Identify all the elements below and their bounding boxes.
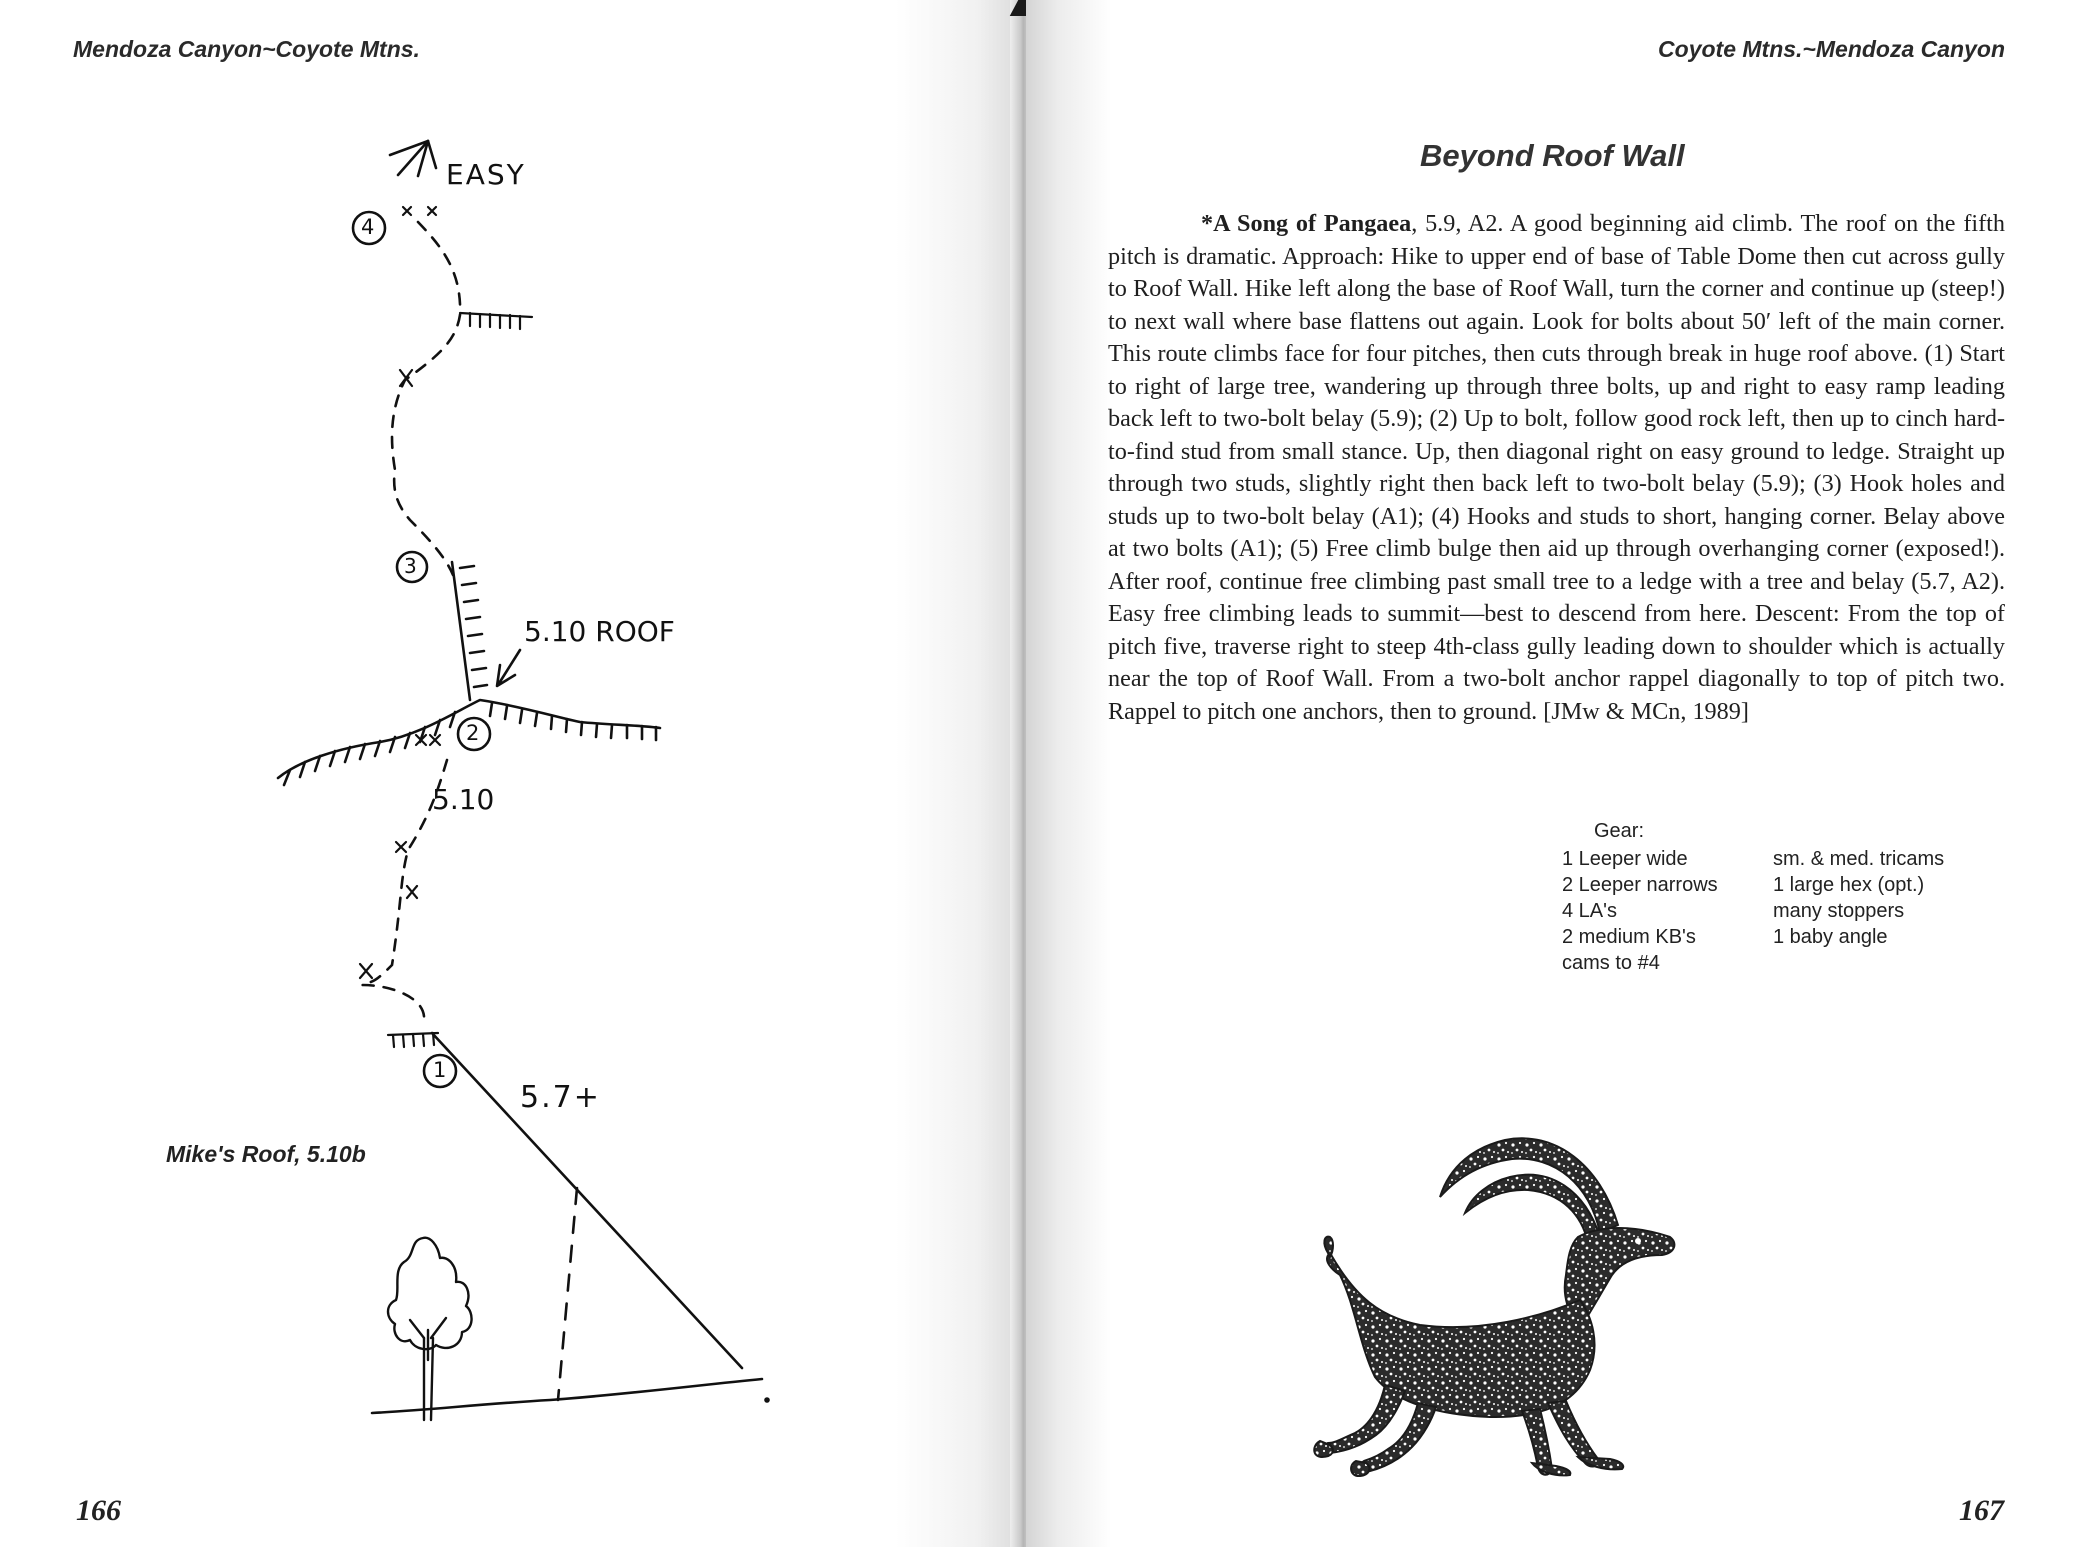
belay-4-number: 4 <box>361 215 375 239</box>
running-head-right: Coyote Mtns.~Mendoza Canyon <box>1658 36 2005 62</box>
gear-item: many stoppers <box>1773 900 1905 922</box>
route-topo-drawing <box>0 0 1018 1547</box>
page-number-right: 167 <box>1959 1494 2004 1527</box>
roof-arrow-icon <box>497 650 520 686</box>
gear-item: 1 large hex (opt.) <box>1773 874 1925 896</box>
roof-mark-top <box>460 313 532 329</box>
gear-item: 1 baby angle <box>1773 926 1888 948</box>
bighorn-sheep-petroglyph-icon <box>1300 1085 1790 1490</box>
ibex-eye <box>1635 1238 1641 1244</box>
gear-item: 2 Leeper narrows <box>1562 874 1718 896</box>
page-number-left: 166 <box>76 1494 121 1527</box>
bolt-marks <box>360 370 440 978</box>
ground-dot <box>766 1399 769 1402</box>
corner-dihedral <box>452 562 487 700</box>
pitch-1-grade-label: 5.7+ <box>520 1080 601 1115</box>
topo-caption: Mike's Roof, 5.10b <box>166 1141 366 1167</box>
route-name: *A Song of Pangaea <box>1201 210 1412 237</box>
tree-icon <box>388 1238 472 1420</box>
belay-2-number: 2 <box>466 721 480 745</box>
gear-item: 4 LA's <box>1562 900 1617 922</box>
approach-dashed-line <box>558 1188 577 1400</box>
roof-grade-label: 5.10 ROOF <box>524 615 675 648</box>
gear-title: Gear: <box>1594 820 1645 842</box>
gear-item: 2 medium KB's <box>1562 926 1696 948</box>
pitch-1-roof <box>388 1033 438 1047</box>
gear-item: cams to #4 <box>1562 952 1660 974</box>
gear-column-2 <box>1773 846 1944 950</box>
left-page <box>0 0 1018 1547</box>
belay-1-number: 1 <box>433 1058 447 1082</box>
easy-arrow-icon <box>390 141 436 176</box>
route-description <box>1108 208 2005 728</box>
gear-item: 1 Leeper wide <box>1562 848 1688 870</box>
route-line-dashed <box>392 222 460 575</box>
running-head-left: Mendoza Canyon~Coyote Mtns. <box>73 36 420 62</box>
easy-label: EASY <box>446 158 526 191</box>
pitch-2-grade-label: 5.10 <box>432 783 495 816</box>
belay-4-bolts <box>403 207 436 215</box>
gear-item: sm. & med. tricams <box>1773 848 1945 870</box>
route-description-text: , 5.9, A2. A good beginning aid climb. The roof on the fifth pitch is dramatic. Approach: Hike to upper end of base of Table Dome then cut across gully to Roof Wall. Hike left along the base of Roof Wall, turn the corner and continue up (steep!) to next wall where base flattens out again. Look for bolts about 50′ left of the main corner. This route climbs face for four pitches, then cuts through break in huge roof above. (1) Start to right of large tree, wandering up through three bolts, up and right to easy ramp leading back left to two-bolt belay (5.9); (2) Up to bolt, follow good rock left, then up to cinch hard-to-find stud from small stance. Up, then diagonal right on easy ground to ledge. Straight up through two studs, slightly right then back left to two-bolt belay (5.9); (3) Hook holes and studs up to two-bolt belay (A1); (4) Hooks and studs to short, hanging corner. Belay above at two bolts (A1); (5) Free climb bulge then aid up through overhanging corner (exposed!). After roof, continue free climbing past small tree to a ledge with a tree and belay (5.7, A2). Easy free climbing leads to summit—best to descend from here. Descent: From the top of pitch five, traverse right to steep 4th-class gully leading down to shoulder which is actually near the top of Roof Wall. From a two-bolt anchor rappel diagonally to top of pitch two. Rappel to pitch one anchors, then to ground. [JMw & MCn, 1989] <box>1108 210 2005 725</box>
gear-column-1 <box>1562 846 1718 976</box>
section-title: Beyond Roof Wall <box>1420 138 1685 173</box>
belay-3-number: 3 <box>404 554 417 578</box>
